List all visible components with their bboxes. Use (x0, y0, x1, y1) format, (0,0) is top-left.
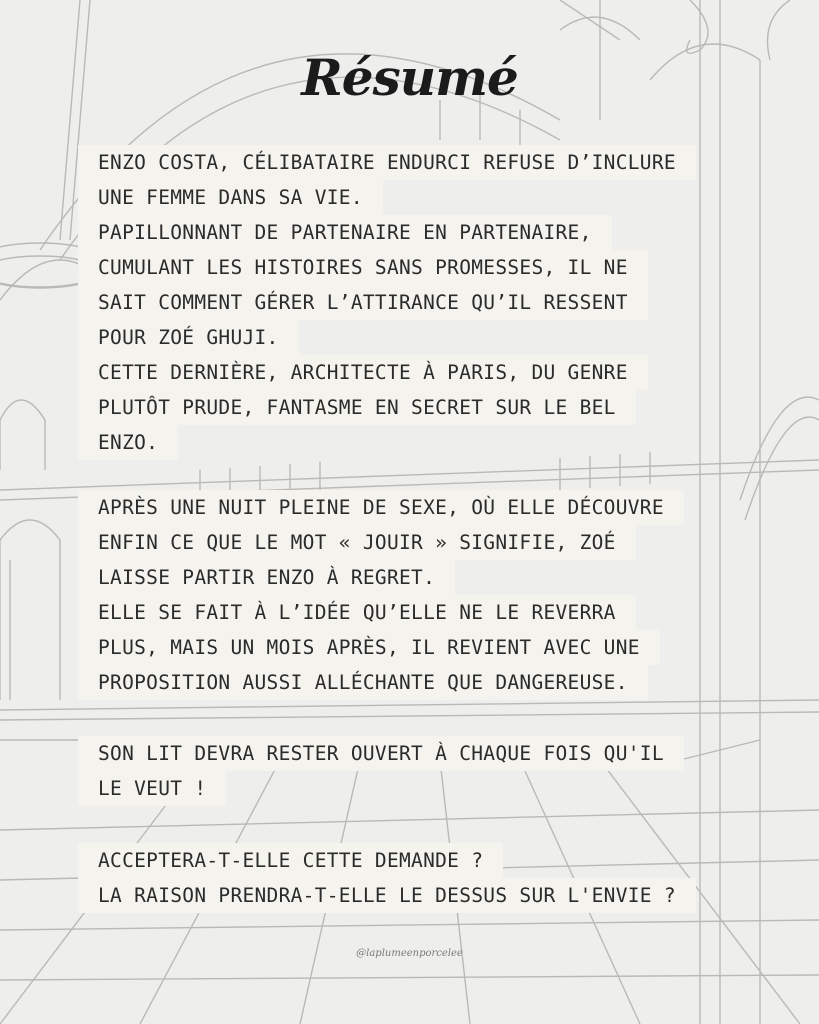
synopsis-line: SON LIT DEVRA RESTER OUVERT À CHAQUE FOIS QU'IL (78, 736, 684, 771)
page-title: Résumé (301, 48, 518, 107)
synopsis-line: LA RAISON PRENDRA-T-ELLE LE DESSUS SUR L'ENVIE ? (78, 878, 696, 913)
synopsis-line: CUMULANT LES HISTOIRES SANS PROMESSES, IL NE (78, 250, 648, 285)
synopsis-line: PLUTÔT PRUDE, FANTASME EN SECRET SUR LE BEL (78, 390, 636, 425)
synopsis-line: SAIT COMMENT GÉRER L’ATTIRANCE QU’IL RESSENT (78, 285, 648, 320)
synopsis-line: ENZO COSTA, CÉLIBATAIRE ENDURCI REFUSE D’INCLURE (78, 145, 696, 180)
synopsis-line: APRÈS UNE NUIT PLEINE DE SEXE, OÙ ELLE DÉCOUVRE (78, 490, 684, 525)
synopsis-line: ACCEPTERA-T-ELLE CETTE DEMANDE ? (78, 843, 503, 878)
synopsis-line: CETTE DERNIÈRE, ARCHITECTE À PARIS, DU GENRE (78, 355, 648, 390)
synopsis-line: POUR ZOÉ GHUJI. (78, 320, 299, 355)
synopsis-line: UNE FEMME DANS SA VIE. (78, 180, 383, 215)
synopsis-line: PAPILLONNANT DE PARTENAIRE EN PARTENAIRE, (78, 215, 612, 250)
synopsis-line: PROPOSITION AUSSI ALLÉCHANTE QUE DANGEREUSE. (78, 665, 648, 700)
synopsis-line: PLUS, MAIS UN MOIS APRÈS, IL REVIENT AVEC UNE (78, 630, 660, 665)
synopsis-line: LE VEUT ! (78, 771, 226, 806)
synopsis-line: LAISSE PARTIR ENZO À REGRET. (78, 560, 455, 595)
author-handle: @laplumeenporcelee (356, 948, 463, 959)
synopsis-line: ENFIN CE QUE LE MOT « JOUIR » SIGNIFIE, ZOÉ (78, 525, 636, 560)
synopsis-line: ELLE SE FAIT À L’IDÉE QU’ELLE NE LE REVERRA (78, 595, 636, 630)
synopsis-line: ENZO. (78, 425, 178, 460)
